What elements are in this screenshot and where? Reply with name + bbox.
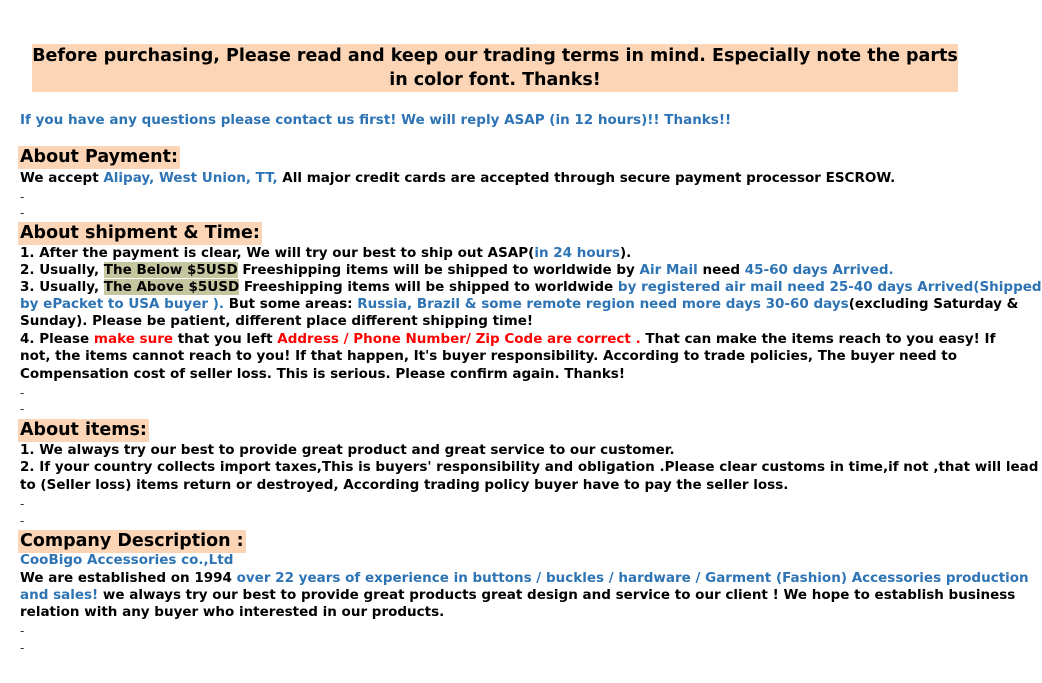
separator-dash: -: [20, 497, 25, 511]
company-line-3: relation with any buyer who interested in our products.: [20, 604, 445, 620]
price-highlight: The Below $5USD: [103, 262, 238, 278]
payment-line: We accept Alipay, West Union, TT, All major credit cards are accepted through secure payment processor ESCROW.: [20, 170, 896, 186]
separator-dash: -: [20, 402, 25, 416]
shipment-item-1: 1. After the payment is clear, We will try our best to ship out ASAP(in 24 hours).: [20, 245, 632, 261]
shipment-item-3-cont: by ePacket to USA buyer ). But some areas: Russia, Brazil & some remote region need more days 30-60 days(excluding Saturday &: [20, 296, 1019, 312]
separator-dash: -: [20, 514, 25, 528]
shipment-item-3-end: Sunday). Please be patient, different place different shipping time!: [20, 313, 534, 329]
items-line-2: 2. If your country collects import taxes,This is buyers' responsibility and obligation .Please clear customs in time,if not ,that will lead: [20, 459, 1039, 475]
contact-notice: If you have any questions please contact us first! We will reply ASAP (in 12 hours)!! Thanks!!: [20, 112, 732, 128]
items-line-2-cont: to (Seller loss) items return or destroyed, According trading policy buyer have to pay the seller loss.: [20, 477, 789, 493]
shipment-item-4-cont: not, the items cannot reach to you! If that happen, It's buyer responsibility. According to trade policies, The buyer need to: [20, 348, 957, 364]
company-line-2: and sales! we always try our best to provide great products great design and service to our client ! We hope to establish business: [20, 587, 1016, 603]
shipment-item-2: 2. Usually, The Below $5USD Freeshipping items will be shipped to worldwide by Air Mail need 45-60 days Arrived.: [20, 262, 894, 278]
items-line-1: 1. We always try our best to provide great product and great service to our customer.: [20, 442, 675, 458]
items-heading: About items:: [20, 420, 147, 440]
separator-dash: -: [20, 190, 25, 204]
shipment-item-4: 4. Please make sure that you left Address / Phone Number/ Zip Code are correct . That can make the items reach to you easy! If: [20, 331, 996, 347]
shipment-item-3: 3. Usually, The Above $5USD Freeshipping items will be shipped to worldwide by registered air mail need 25-40 days Arrived(Shipped: [20, 279, 1042, 295]
separator-dash: -: [20, 624, 25, 638]
price-highlight: The Above $5USD: [103, 279, 240, 295]
shipment-heading: About shipment & Time:: [20, 223, 260, 243]
company-name: CooBigo Accessories co.,Ltd: [20, 552, 234, 568]
company-line-1: We are established on 1994 over 22 years of experience in buttons / buckles / hardware / Garment (Fashion) Accessories production: [20, 570, 1029, 586]
payment-heading: About Payment:: [20, 147, 178, 167]
separator-dash: -: [20, 206, 25, 220]
shipment-item-4-end: Compensation cost of seller loss. This is serious. Please confirm again. Thanks!: [20, 366, 625, 382]
separator-dash: -: [20, 641, 25, 655]
separator-dash: -: [20, 386, 25, 400]
company-heading: Company Description :: [20, 531, 244, 551]
notice-banner: Before purchasing, Please read and keep our trading terms in mind. Especially note the parts in color font. Thanks!: [32, 46, 958, 90]
